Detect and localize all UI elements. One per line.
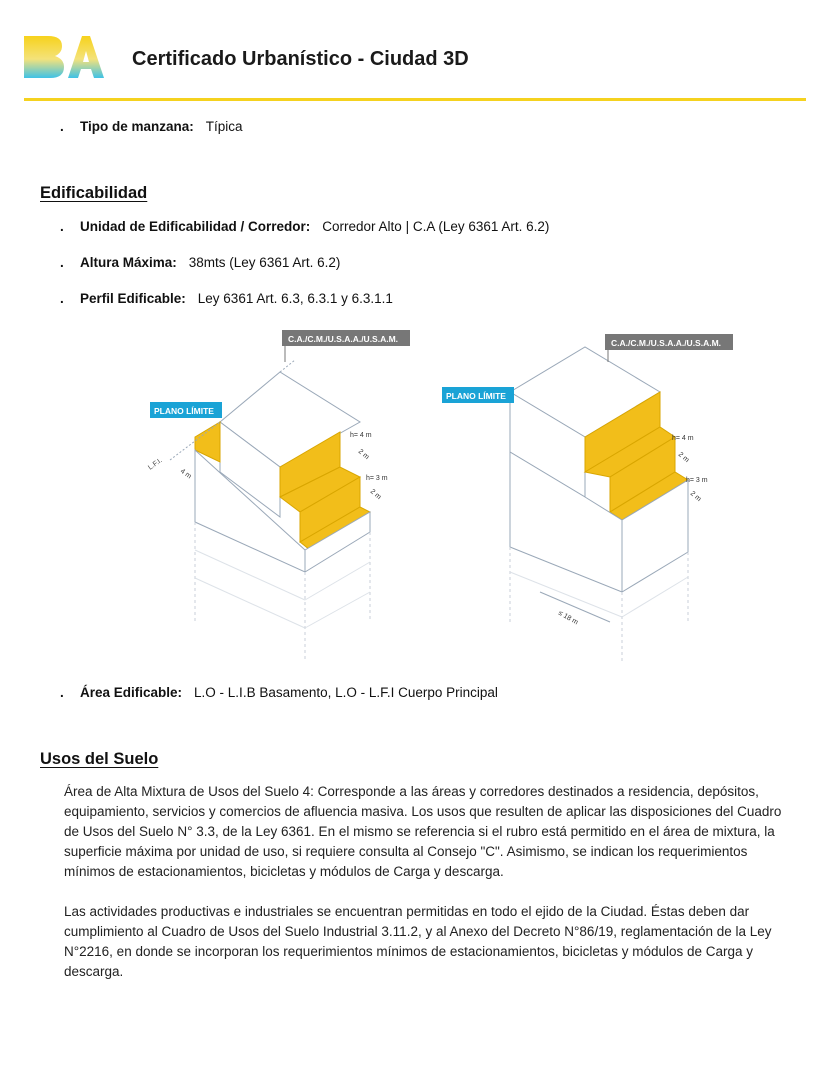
bullet-label: Tipo de manzana:	[80, 119, 194, 134]
bullet-label: Área Edificable:	[80, 685, 183, 700]
right-h4-label: h= 4 m	[672, 435, 694, 442]
bullet-unidad-edificabilidad	[60, 218, 549, 236]
bullet-dot: .	[60, 219, 64, 234]
left-plano-label: PLANO LÍMITE	[154, 406, 214, 416]
right-d2-label: 2 m	[688, 490, 703, 504]
right-dim-label: ≤ 18 m	[557, 609, 579, 627]
right-building	[510, 347, 688, 662]
bullet-value: Corredor Alto | C.A (Ley 6361 Art. 6.2)	[322, 219, 550, 234]
bullet-area-edificable	[60, 684, 498, 702]
right-tag-label: C.A./C.M./U.S.A.A./U.S.A.M.	[611, 338, 722, 348]
section-title-usos-suelo: Usos del Suelo	[40, 750, 159, 768]
page-title: Certificado Urbanístico - Ciudad 3D	[132, 48, 469, 70]
bullet-value: Ley 6361 Art. 6.3, 6.3.1 y 6.3.1.1	[197, 291, 393, 306]
bullet-altura-maxima	[60, 254, 340, 272]
bullet-dot: .	[60, 685, 64, 700]
header-divider	[24, 98, 806, 101]
bullet-label: Perfil Edificable:	[80, 291, 186, 306]
bullet-label: Altura Máxima:	[80, 255, 177, 270]
right-h3-label: h= 3 m	[686, 477, 708, 484]
left-h3-label: h= 3 m	[366, 475, 388, 482]
ba-logo	[24, 36, 104, 78]
usos-paragraph-2: Las actividades productivas e industriales se encuentran permitidas en todo el ejido de la Ciudad. Éstas deben dar cumplimiento al Cuadro de Usos del Suelo Industrial 3.11.2, y al Anexo del Decreto N°86/19, reglamentación de la Ley N°2216, en donde se incorporan los requerimientos mínimos de estacionamientos, bicicletas y módulos de Carga y descarga.	[64, 904, 772, 979]
bullet-tipo-manzana	[60, 118, 243, 136]
bullet-value: 38mts (Ley 6361 Art. 6.2)	[188, 255, 341, 270]
bullet-dot: .	[60, 255, 64, 270]
bullet-value: L.O - L.I.B Basamento, L.O - L.F.I Cuerpo Principal	[194, 685, 498, 700]
right-plano-label: PLANO LÍMITE	[446, 391, 506, 401]
section-title-edificabilidad: Edificabilidad	[40, 184, 148, 202]
left-lfi-label: L.F.I.	[147, 457, 164, 472]
bullet-value: Típica	[205, 119, 243, 134]
bullet-perfil-edificable	[60, 290, 393, 308]
bullet-dot: .	[60, 291, 64, 306]
right-d1-label: 2 m	[676, 451, 691, 465]
bullet-dot: .	[60, 119, 64, 134]
perfil-edificable-diagram	[140, 322, 740, 672]
bullet-label: Unidad de Edificabilidad / Corredor:	[80, 219, 311, 234]
left-d2-label: 2 m	[368, 488, 383, 502]
left-h4-label: h= 4 m	[350, 432, 372, 439]
left-tag-label: C.A./C.M./U.S.A.A./U.S.A.M.	[288, 334, 399, 344]
left-4m-label: 4 m	[178, 467, 193, 481]
left-d1-label: 2 m	[356, 448, 371, 462]
usos-paragraph-1: Área de Alta Mixtura de Usos del Suelo 4: Corresponde a las áreas y corredores destinados a residencia, depósitos, equipamiento, servicios y comercios de afluencia masiva. Los usos que resulten de aplicar las disposiciones del Cuadro de Usos del Suelo N° 3.3, de la Ley 6361. En el mismo se referencia si el rubro está permitido en el área de mixtura, la superficie máxima por unidad de uso, si requiere consulta al Consejo "C". Asimismo, se indican los requerimientos mínimos de estacionamientos, bicicletas y módulos de Carga y descarga.	[64, 784, 782, 879]
